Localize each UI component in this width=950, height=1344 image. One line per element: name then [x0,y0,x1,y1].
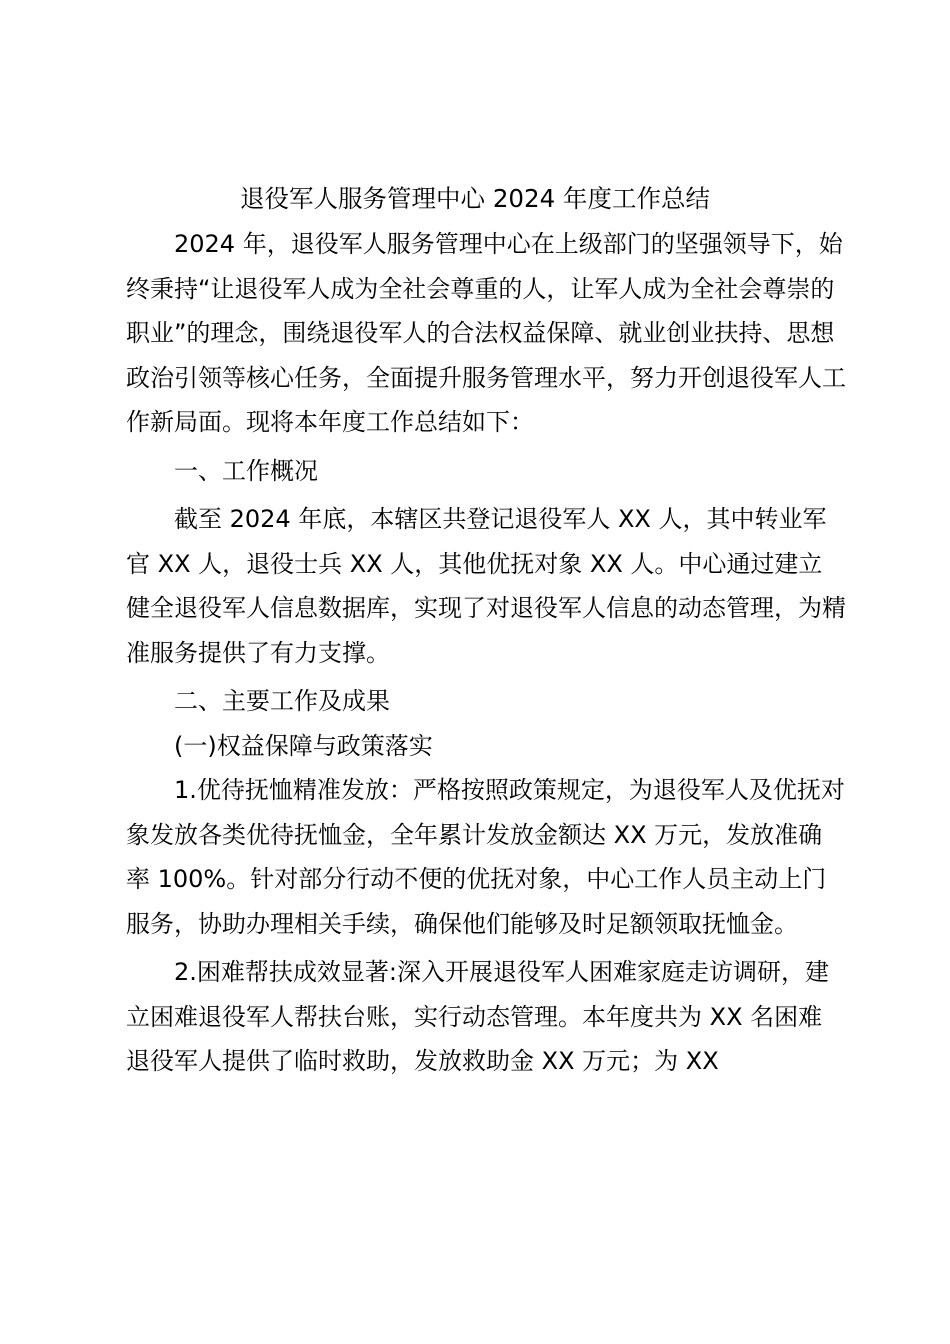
section-heading-main-work: 二、主要工作及成果 [174,687,390,715]
item-paragraph-compensation: 1.优待抚恤精准发放：严格按照政策规定，为退役军人及优抚对象发放各类优待抚恤金，全年累计发放金额达 XX 万元，发放准确率 100%。针对部分行动不便的优抚对象，中心工作人员主动上门服务，协助办理相关手续，确保他们能够及时足额领取抚恤金。 [126,776,845,938]
document-title: 退役军人服务管理中心 2024 年度工作总结 [240,184,710,213]
overview-paragraph: 截至 2024 年底，本辖区共登记退役军人 XX 人，其中转业军官 XX 人，退役士兵 XX 人，其他优抚对象 XX 人。中心通过建立健全退役军人信息数据库，实现了对退役军人信息的动态管理，为精准服务提供了有力支撑。 [126,505,846,667]
intro-paragraph: 2024 年，退役军人服务管理中心在上级部门的坚强领导下，始终秉持“让退役军人成为全社会尊重的人，让军人成为全社会尊崇的职业”的理念，围绕退役军人的合法权益保障、就业创业扶持、思想政治引领等核心任务，全面提升服务管理水平，努力开创退役军人工作新局面。现将本年度工作总结如下： [126,230,846,436]
document-body [126,222,846,1084]
section-heading-overview: 一、工作概况 [174,456,318,485]
subsection-heading-rights: (一)权益保障与政策落实 [174,731,433,760]
item-paragraph-assistance: 2.困难帮扶成效显著:深入开展退役军人困难家庭走访调研，建立困难退役军人帮扶台账，实行动态管理。本年度共为 XX 名困难退役军人提供了临时救助，发放救助金 XX 万元；为 XX [126,958,829,1075]
